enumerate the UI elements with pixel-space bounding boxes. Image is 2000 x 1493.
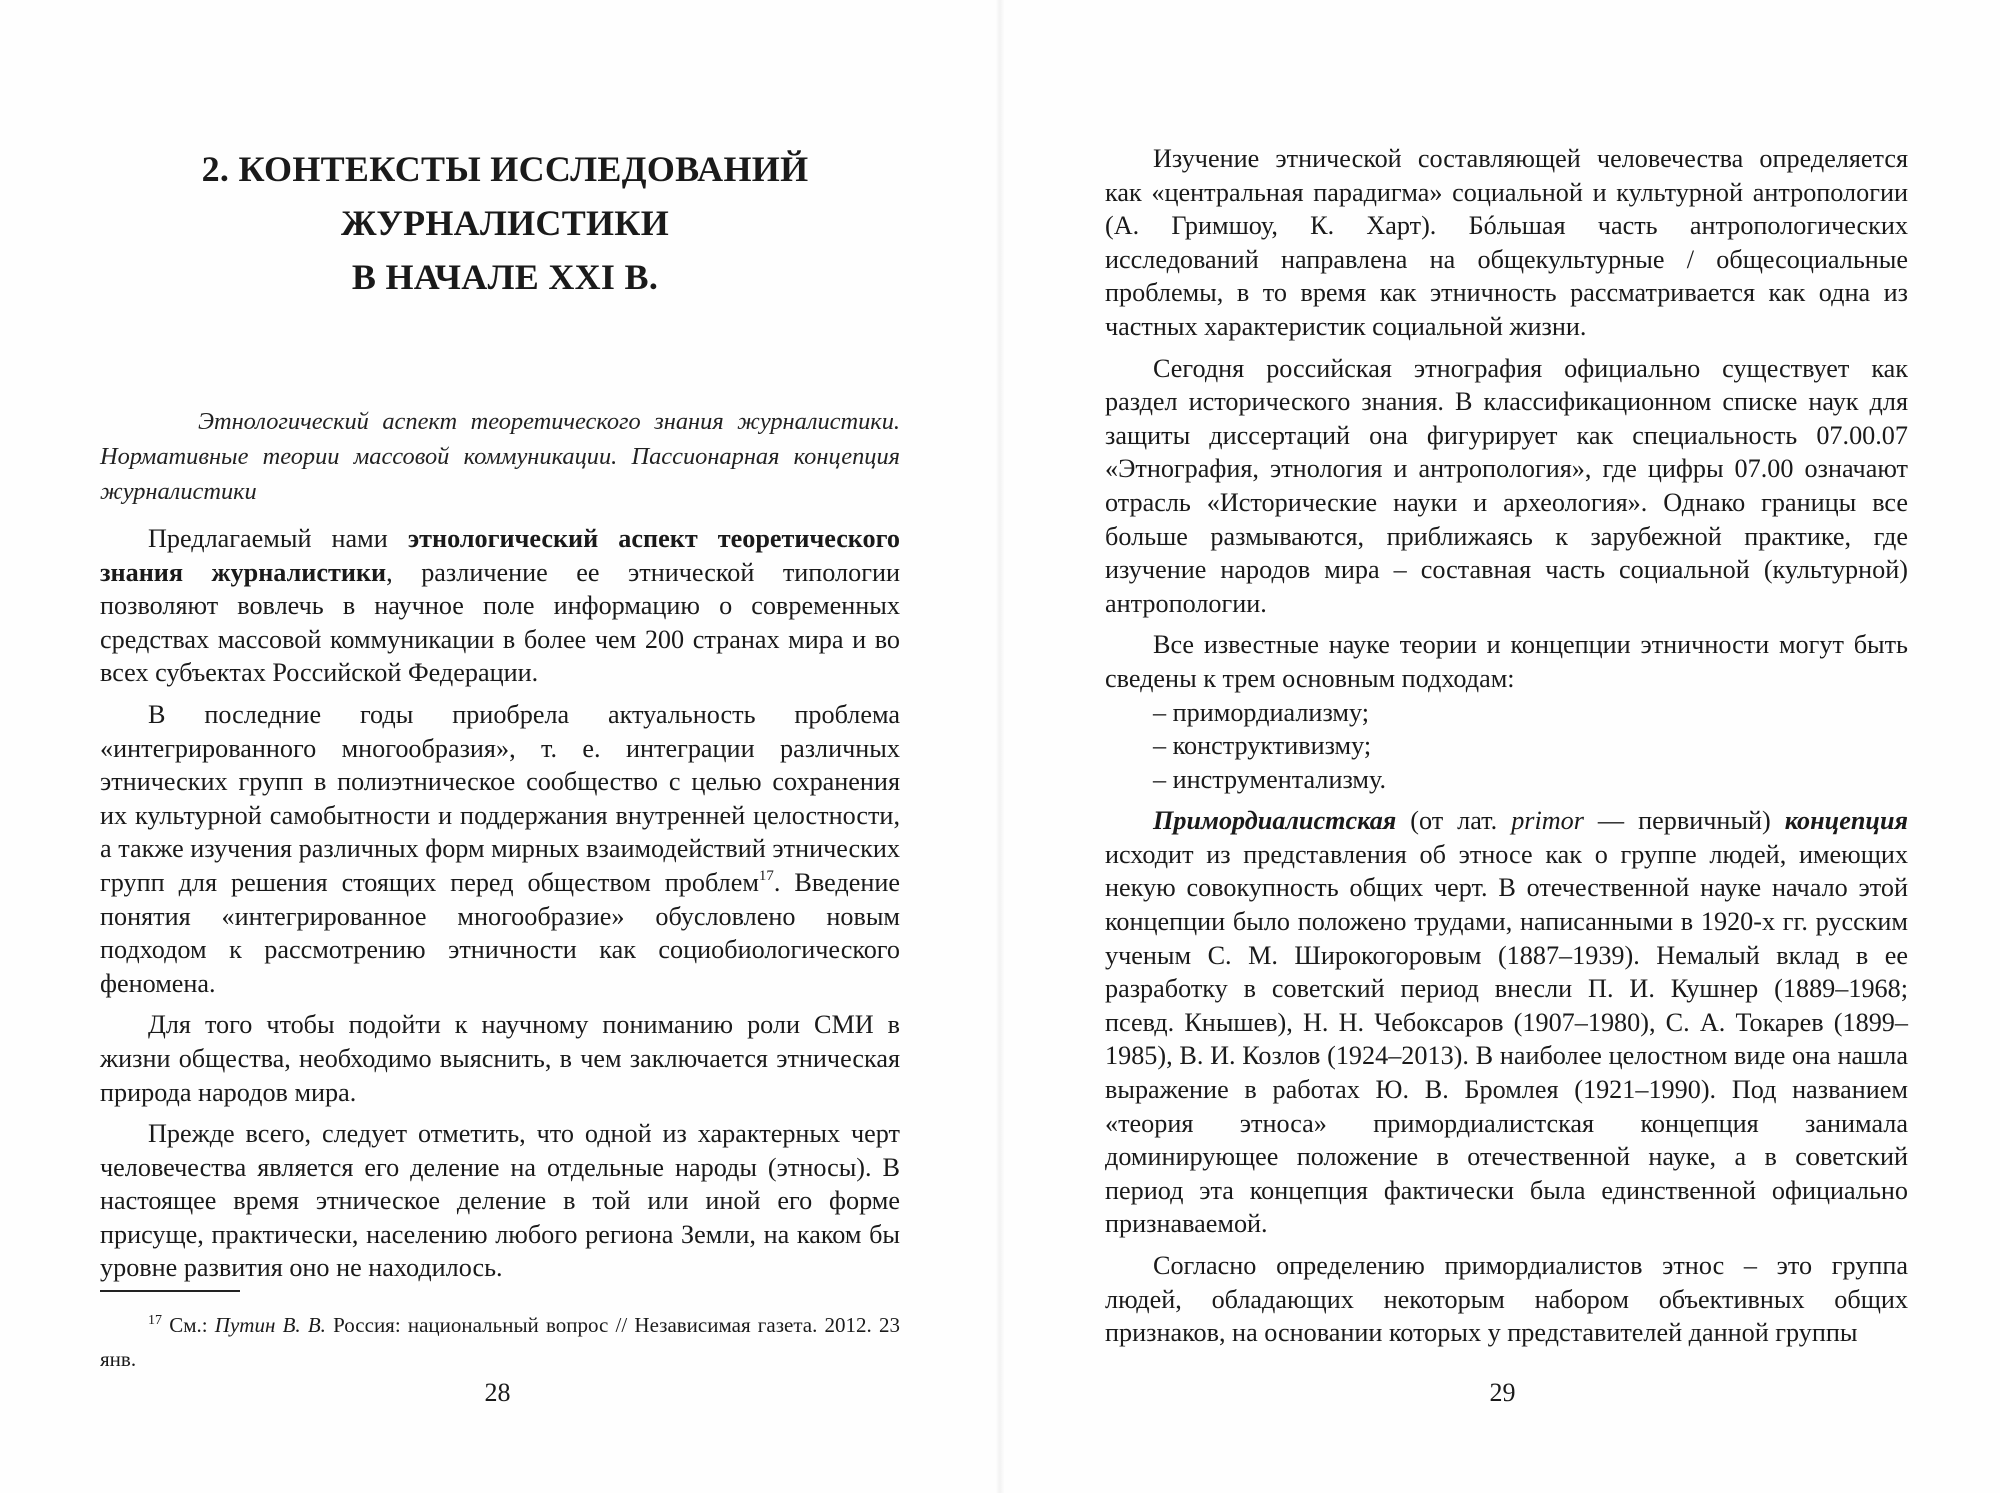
paragraph-text: исходит из представления об этносе как о группе людей, имеющих некую совокупность общих черт. В отечественной науке начало этой концепции было положено трудами, написанными в 1920-х гг. русским ученым С. М. Широкогоровым (1887–1939). Немалый вклад в ее разработку в советский период внесли П. И. Кушнер (1889–1968; псевд. Кнышев), Н. Н. Чебоксаров (1907–1980), С. А. Токарев (1899–1985), В. И. Козлов (1924–2013). В наиболее целостном виде она нашла выражение в работах Ю. В. Бромлея (1921–1990). Под названием «теория этноса» примордиалистская концепция занимала доминирующее положение в отечественной науке, а в советский период эта концепция фактически была единственной официально признаваемой. bbox=[1105, 839, 1908, 1239]
chapter-title bbox=[150, 142, 860, 304]
chapter-title-line-1: 2. КОНТЕКСТЫ ИССЛЕДОВАНИЙ bbox=[201, 149, 809, 189]
bold-italic-term: Примордиалистская bbox=[1153, 806, 1397, 836]
footnote-number: 17 bbox=[148, 1313, 162, 1328]
chapter-epigraph: Этнологический аспект теоретического знания журналистики. Нормативные теории массовой коммуникации. Пассионарная концепция журналистики bbox=[100, 408, 900, 505]
paragraph-text: В последние годы приобрела актуальность проблема «интегрированного многообразия», т. е. интеграции различных этнических групп в полиэтническое сообщество с целью сохранения их культурной самобытности и поддержания внутренней целостности, а также изучения различных форм мирных взаимодействий этнических групп для решения стоящих перед обществом проблем bbox=[100, 699, 900, 897]
page-number: 29 bbox=[1489, 1378, 1516, 1407]
approaches-list bbox=[1105, 696, 1908, 797]
left-page-body bbox=[100, 522, 900, 1293]
paragraph-text: — первичный) bbox=[1583, 806, 1785, 836]
paragraph-text: . Введение понятия «интегрированное многообразие» обусловлено новым подходом к рассмотрению этничности как социобиологического феномена. bbox=[100, 867, 900, 998]
paragraph: Согласно определению примордиалистов этнос – это группа людей, обладающих некоторым набором объективных общих признаков, на основании которых у представителей данной группы bbox=[1105, 1251, 1908, 1348]
list-item: – инструментализму. bbox=[1153, 764, 1387, 794]
list-item: – примордиализму; bbox=[1153, 697, 1370, 727]
paragraph: Все известные науке теории и концепции этничности могут быть сведены к трем основным подходам: bbox=[1105, 630, 1908, 693]
footnote-reference[interactable]: 17 bbox=[758, 867, 774, 884]
paragraph bbox=[1105, 804, 1908, 1241]
paragraph-text: (от лат. bbox=[1396, 806, 1512, 836]
footnote bbox=[100, 1308, 900, 1376]
paragraph: Сегодня российская этнография официально существует как раздел исторического знания. В классификационном списке наук для защиты диссертаций она фигурирует как специальность 07.00.07 «Этнография, этнология и антропология», где цифры 07.00 означают отрасль «Исторические науки и археология». Однако границы все больше размываются, приближаясь к зарубежной практике, где изучение народов мира – составная часть социальной (культурной) антропологии. bbox=[1105, 353, 1908, 618]
page-number: 28 bbox=[484, 1378, 511, 1407]
footnote-separator bbox=[100, 1290, 240, 1292]
paragraph: Изучение этнической составляющей человечества определяется как «центральная парадигма» социальной и культурной антропологии (А. Гримшоу, К. Харт). Бóльшая часть антропологических исследований направлена на общекультурные / общесоциальные проблемы, в то время как этничность рассматривается как одна из частных характеристик социальной жизни. bbox=[1105, 144, 1908, 341]
left-page bbox=[0, 0, 995, 1493]
bold-term: этнологический аспект теоретического знания журналистики bbox=[100, 524, 900, 587]
footnote-source: Россия: национальный вопрос // Независимая газета. 2012. 23 янв. bbox=[100, 1313, 901, 1371]
paragraph: Прежде всего, следует отметить, что одной из характерных черт человечества является его деление на отдельные народы (этносы). В настоящее время этническое деление в той или иной его форме присуще, практически, населению любого региона Земли, на каком бы уровне развития оно не находилось. bbox=[100, 1119, 900, 1283]
book-gutter bbox=[995, 0, 1005, 1493]
right-page-body bbox=[1105, 142, 1908, 1358]
paragraph bbox=[100, 698, 900, 1000]
list-item: – конструктивизму; bbox=[1153, 731, 1372, 761]
paragraph bbox=[100, 522, 900, 690]
chapter-title-line-3: В НАЧАЛЕ XXI В. bbox=[351, 257, 659, 297]
chapter-title-line-2: ЖУРНАЛИСТИКИ bbox=[340, 203, 670, 243]
right-page bbox=[1005, 0, 2000, 1493]
paragraph-text: , различение ее этнической типологии позволяют вовлечь в научное поле информацию о современных средствах массовой коммуникации в более чем 200 странах мира и во всех субъектах Российской Федерации. bbox=[100, 557, 900, 688]
footnote-author: Путин В. В. bbox=[214, 1313, 326, 1337]
paragraph-text: Предлагаемый нами bbox=[148, 524, 408, 553]
latin-term: primor bbox=[1511, 806, 1584, 836]
footnote-prefix: См.: bbox=[169, 1313, 215, 1337]
bold-italic-term: концепция bbox=[1784, 806, 1908, 836]
paragraph: Для того чтобы подойти к научному пониманию роли СМИ в жизни общества, необходимо выяснить, в чем заключается этническая природа народов мира. bbox=[100, 1010, 900, 1107]
